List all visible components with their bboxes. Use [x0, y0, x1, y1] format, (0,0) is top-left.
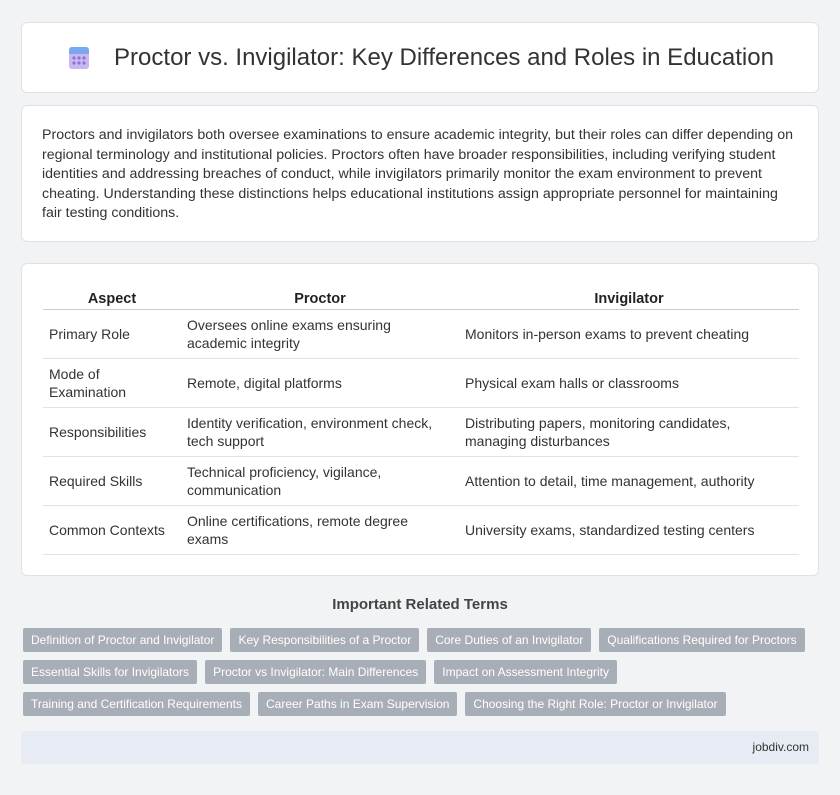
- table-cell: Required Skills: [43, 456, 181, 505]
- related-term-tag[interactable]: Core Duties of an Invigilator: [427, 628, 591, 652]
- table-cell: Oversees online exams ensuring academic integrity: [181, 309, 459, 358]
- footer: [21, 731, 819, 764]
- tag-row: [23, 692, 823, 716]
- tag-row: [23, 660, 823, 684]
- intro-card: [21, 105, 819, 242]
- related-term-tag[interactable]: Choosing the Right Role: Proctor or Invigilator: [465, 692, 725, 716]
- table-cell: Primary Role: [43, 309, 181, 358]
- table-row: [43, 358, 799, 407]
- related-term-tag[interactable]: Definition of Proctor and Invigilator: [23, 628, 222, 652]
- related-term-tag[interactable]: Training and Certification Requirements: [23, 692, 250, 716]
- related-term-tag[interactable]: Impact on Assessment Integrity: [434, 660, 617, 684]
- related-terms-list: [23, 628, 823, 724]
- header-card: [21, 22, 819, 93]
- table-cell: Remote, digital platforms: [181, 358, 459, 407]
- table-cell: Online certifications, remote degree exams: [181, 505, 459, 554]
- comparison-table: [43, 285, 799, 555]
- table-row: [43, 505, 799, 554]
- column-header: Aspect: [43, 285, 181, 309]
- related-term-tag[interactable]: Key Responsibilities of a Proctor: [230, 628, 419, 652]
- table-row: [43, 407, 799, 456]
- table-header-row: [43, 285, 799, 309]
- table-cell: Attention to detail, time management, authority: [459, 456, 799, 505]
- table-cell: Monitors in-person exams to prevent cheating: [459, 309, 799, 358]
- table-cell: Mode of Examination: [43, 358, 181, 407]
- related-term-tag[interactable]: Proctor vs Invigilator: Main Differences: [205, 660, 426, 684]
- related-terms-title: Important Related Terms: [332, 596, 508, 613]
- table-cell: Common Contexts: [43, 505, 181, 554]
- column-header: Proctor: [181, 285, 459, 309]
- table-cell: Physical exam halls or classrooms: [459, 358, 799, 407]
- page-title: Proctor vs. Invigilator: Key Differences and Roles in Education: [114, 43, 774, 71]
- table-cell: Distributing papers, monitoring candidates, managing disturbances: [459, 407, 799, 456]
- related-term-tag[interactable]: Essential Skills for Invigilators: [23, 660, 197, 684]
- related-term-tag[interactable]: Qualifications Required for Proctors: [599, 628, 804, 652]
- column-header: Invigilator: [459, 285, 799, 309]
- related-term-tag[interactable]: Career Paths in Exam Supervision: [258, 692, 457, 716]
- calculator-icon: [66, 45, 92, 71]
- table-row: [43, 456, 799, 505]
- footer-site-link[interactable]: jobdiv.com: [752, 740, 809, 754]
- table-cell: Technical proficiency, vigilance, communication: [181, 456, 459, 505]
- table-row: [43, 309, 799, 358]
- tag-row: [23, 628, 823, 652]
- table-cell: Responsibilities: [43, 407, 181, 456]
- intro-paragraph: Proctors and invigilators both oversee examinations to ensure academic integrity, but their roles can differ depending on regional terminology and institutional policies. Proctors often have broader responsibilities, including verifying student identities and addressing breaches of conduct, while invigilators primarily monitor the exam environment to prevent cheating. Understanding these distinctions helps educational institutions assign appropriate personnel for maintaining fair testing conditions.: [42, 127, 794, 222]
- table-cell: University exams, standardized testing centers: [459, 505, 799, 554]
- comparison-table-card: [21, 263, 819, 576]
- table-cell: Identity verification, environment check, tech support: [181, 407, 459, 456]
